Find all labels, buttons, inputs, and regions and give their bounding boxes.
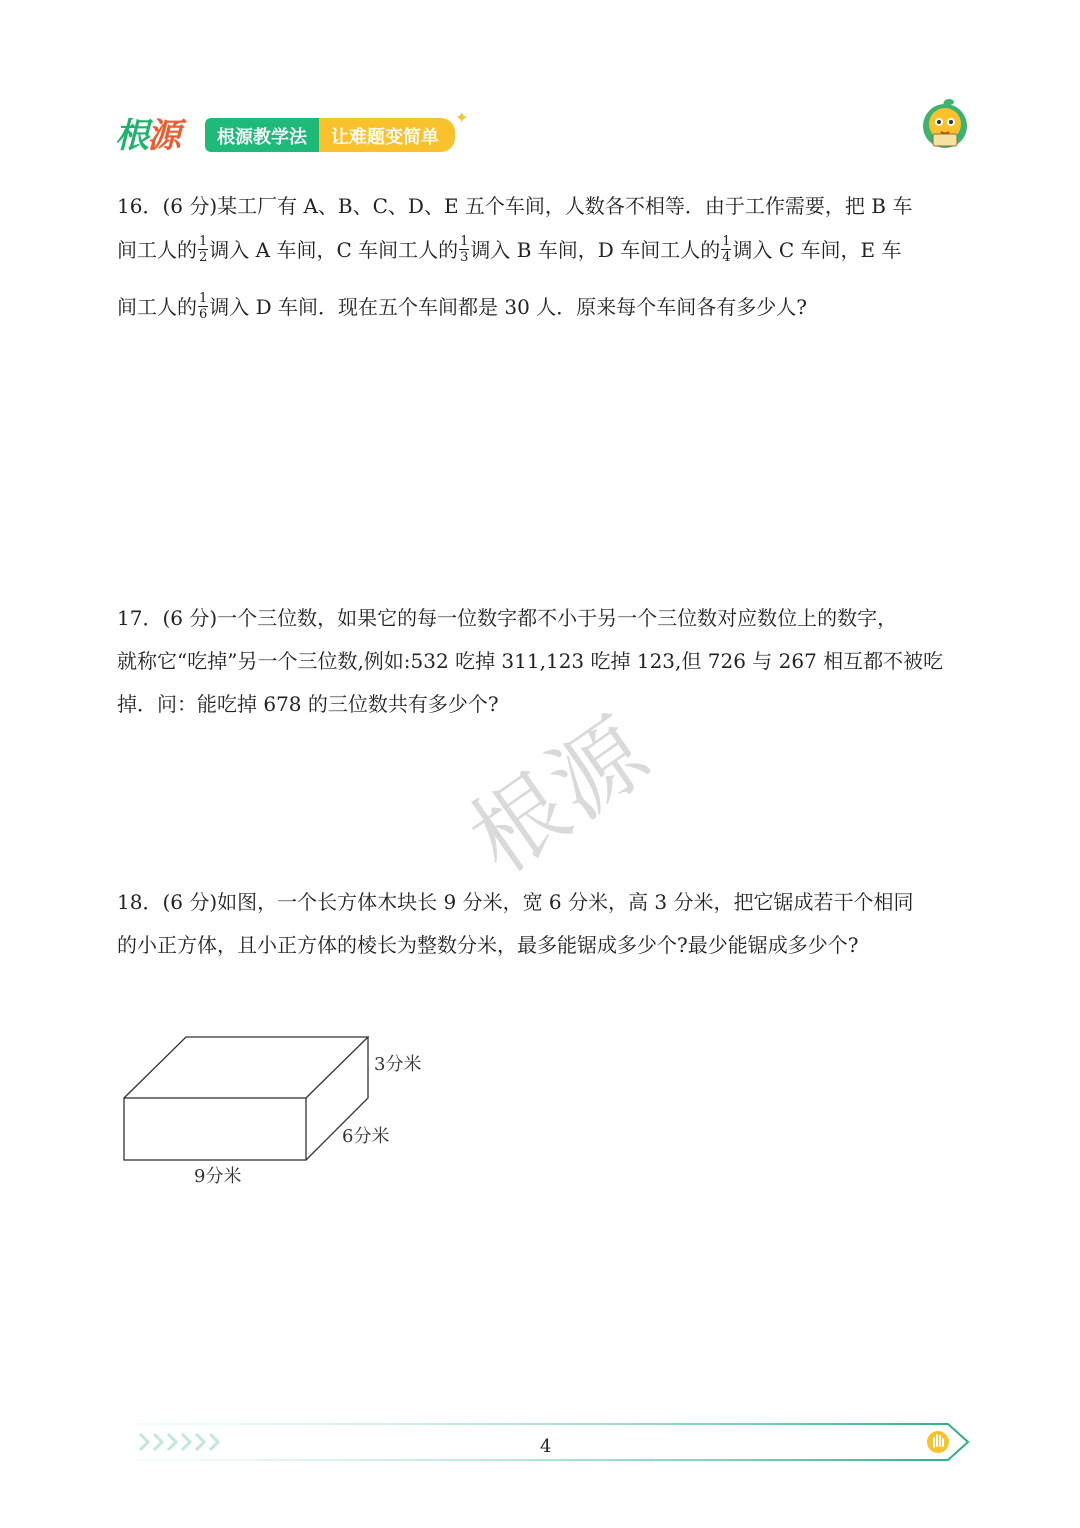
mascot-icon — [915, 96, 975, 156]
page-header — [115, 108, 975, 158]
q17-line-2: 就称它“吃掉”另一个三位数,例如:532 吃掉 311,123 吃掉 123,但 726 与 267 相互都不被吃 — [117, 649, 944, 673]
cuboid-front-face — [124, 1098, 306, 1160]
q16-line-2 — [117, 234, 901, 267]
slogan-method: 根源教学法 — [205, 118, 319, 152]
fraction-numerator: 1 — [460, 234, 469, 249]
q16-text: 间工人的 — [117, 238, 197, 262]
q18-line-1: 18．(6 分)如图，一个长方体木块长 9 分米，宽 6 分米，高 3 分米，把它锯成若干个相同 — [117, 890, 914, 914]
q16-text: 调入 A 车间，C 车间工人的 — [209, 238, 459, 262]
fraction-denominator: 4 — [722, 250, 731, 265]
slogan-pill — [205, 118, 455, 152]
fraction-half — [198, 234, 208, 265]
length-label: 9分米 — [194, 1166, 242, 1187]
slogan-tagline: 让难题变简单 — [319, 118, 455, 152]
fraction-numerator: 1 — [199, 234, 208, 249]
logo-char-main: 根 — [115, 116, 147, 156]
q16-text: 调入 C 车间，E 车 — [732, 238, 902, 262]
cuboid-figure — [118, 1030, 438, 1200]
width-label: 6分米 — [342, 1126, 390, 1147]
fraction-denominator: 3 — [460, 250, 469, 265]
cuboid-top-face — [124, 1037, 368, 1098]
page-number: 4 — [540, 1436, 552, 1457]
q17-line-1: 17．(6 分)一个三位数，如果它的每一位数字都不小于另一个三位数对应数位上的数字， — [117, 606, 898, 630]
q16-text: 调入 B 车间，D 车间工人的 — [470, 238, 721, 262]
fraction-quarter — [721, 234, 731, 265]
fraction-denominator: 2 — [199, 250, 208, 265]
q16-text: 间工人的 — [117, 295, 197, 319]
fraction-numerator: 1 — [722, 234, 731, 249]
watermark: 根源 — [451, 696, 671, 895]
logo-char-accent: 源 — [147, 116, 179, 156]
sparkle-icon: ✦ — [455, 108, 469, 127]
q17-line-3: 掉．问：能吃掉 678 的三位数共有多少个? — [117, 692, 499, 716]
page-footer — [130, 1420, 980, 1466]
q16-line-3 — [117, 291, 807, 324]
q18-line-2: 的小正方体，且小正方体的棱长为整数分米，最多能锯成多少个?最少能锯成多少个? — [117, 933, 859, 957]
brand-logo — [115, 108, 179, 157]
fraction-numerator: 1 — [199, 291, 208, 306]
fraction-sixth — [198, 291, 208, 322]
q16-text: 调入 D 车间．现在五个车间都是 30 人．原来每个车间各有多少人? — [209, 295, 807, 319]
q16-line-1: 16．(6 分)某工厂有 A、B、C、D、E 五个车间，人数各不相等．由于工作需要，把 B 车 — [117, 194, 913, 218]
footer-banner — [130, 1420, 980, 1466]
height-label: 3分米 — [374, 1054, 422, 1075]
fraction-third — [459, 234, 469, 265]
fraction-denominator: 6 — [199, 307, 208, 322]
